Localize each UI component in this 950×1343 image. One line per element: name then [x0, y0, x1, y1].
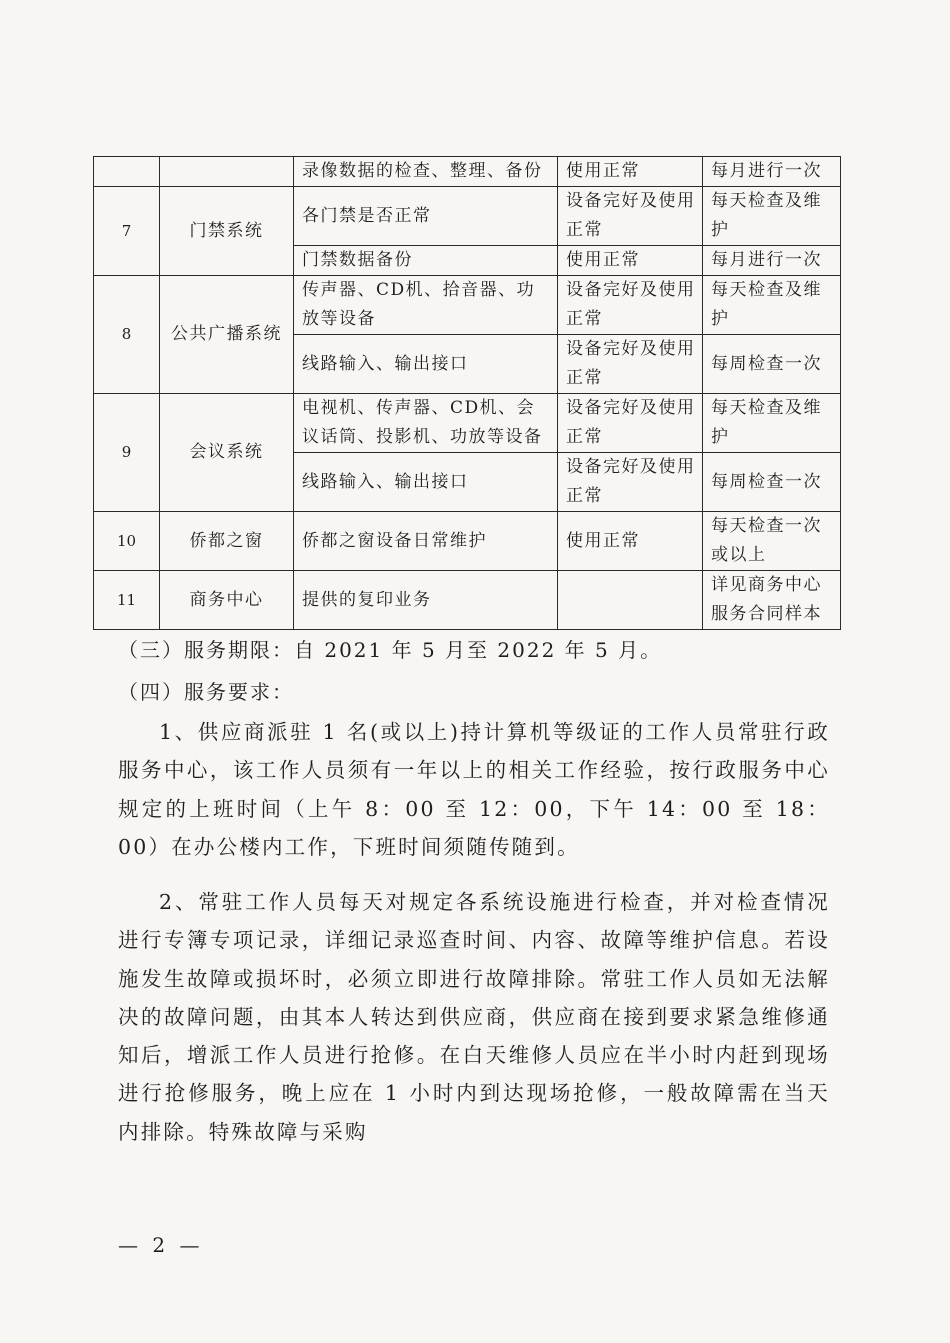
requirements-heading: （四）服务要求： — [118, 680, 294, 704]
item-standard: 设备完好及使用正常 — [558, 187, 703, 246]
item-frequency: 每天检查一次或以上 — [703, 512, 841, 571]
item-frequency: 每天检查及维护 — [703, 276, 841, 335]
item-content: 线路输入、输出接口 — [294, 453, 558, 512]
table-row — [94, 512, 841, 571]
table-row — [94, 394, 841, 453]
paragraph-1: 1、供应商派驻 1 名(或以上)持计算机等级证的工作人员常驻行政服务中心，该工作人员须有一年以上的相关工作经验，按行政服务中心规定的上班时间（上午 8：00 至 12：00，下午 14：00 至 18：00）在办公楼内工作，下班时间须随传随到。 — [118, 720, 830, 859]
system-name: 商务中心 — [160, 571, 294, 630]
item-standard — [558, 571, 703, 630]
item-frequency: 每周检查一次 — [703, 335, 841, 394]
row-number — [94, 157, 160, 187]
item-frequency: 每月进行一次 — [703, 157, 841, 187]
paragraph-2: 2、常驻工作人员每天对规定各系统设施进行检查，并对检查情况进行专簿专项记录，详细记录巡查时间、内容、故障等维护信息。若设施发生故障或损坏时，必须立即进行故障排除。常驻工作人员如无法解决的故障问题，由其本人转达到供应商，供应商在接到要求紧急维修通知后，增派工作人员进行抢修。在白天维修人员应在半小时内赶到现场进行抢修服务，晚上应在 1 小时内到达现场抢修，一般故障需在当天内排除。特殊故障与采购 — [118, 890, 830, 1144]
item-frequency: 每天检查及维护 — [703, 394, 841, 453]
item-standard: 设备完好及使用正常 — [558, 394, 703, 453]
item-content: 电视机、传声器、CD机、会议话筒、投影机、功放等设备 — [294, 394, 558, 453]
item-content: 侨都之窗设备日常维护 — [294, 512, 558, 571]
page-number: — 2 — — [118, 1233, 204, 1257]
item-standard: 使用正常 — [558, 512, 703, 571]
system-name: 侨都之窗 — [160, 512, 294, 571]
service-table — [93, 156, 841, 630]
item-standard: 设备完好及使用正常 — [558, 276, 703, 335]
row-number: 10 — [94, 512, 160, 571]
item-content: 传声器、CD机、拾音器、功放等设备 — [294, 276, 558, 335]
item-standard: 设备完好及使用正常 — [558, 335, 703, 394]
service-period: （三）服务期限：自 2021 年 5 月至 2022 年 5 月。 — [118, 638, 663, 662]
item-frequency: 每天检查及维护 — [703, 187, 841, 246]
item-content: 门禁数据备份 — [294, 246, 558, 276]
item-content: 提供的复印业务 — [294, 571, 558, 630]
item-standard: 设备完好及使用正常 — [558, 453, 703, 512]
row-number: 9 — [94, 394, 160, 512]
system-name: 公共广播系统 — [160, 276, 294, 394]
item-content: 线路输入、输出接口 — [294, 335, 558, 394]
table-row — [94, 276, 841, 335]
row-number: 7 — [94, 187, 160, 276]
row-number: 8 — [94, 276, 160, 394]
system-name: 门禁系统 — [160, 187, 294, 276]
row-number: 11 — [94, 571, 160, 630]
table-row — [94, 187, 841, 246]
item-content: 各门禁是否正常 — [294, 187, 558, 246]
table-row — [94, 571, 841, 630]
system-name: 会议系统 — [160, 394, 294, 512]
item-standard: 使用正常 — [558, 157, 703, 187]
table-row — [94, 157, 841, 187]
item-frequency: 详见商务中心服务合同样本 — [703, 571, 841, 630]
item-content: 录像数据的检查、整理、备份 — [294, 157, 558, 187]
item-standard: 使用正常 — [558, 246, 703, 276]
item-frequency: 每月进行一次 — [703, 246, 841, 276]
item-frequency: 每周检查一次 — [703, 453, 841, 512]
system-name — [160, 157, 294, 187]
